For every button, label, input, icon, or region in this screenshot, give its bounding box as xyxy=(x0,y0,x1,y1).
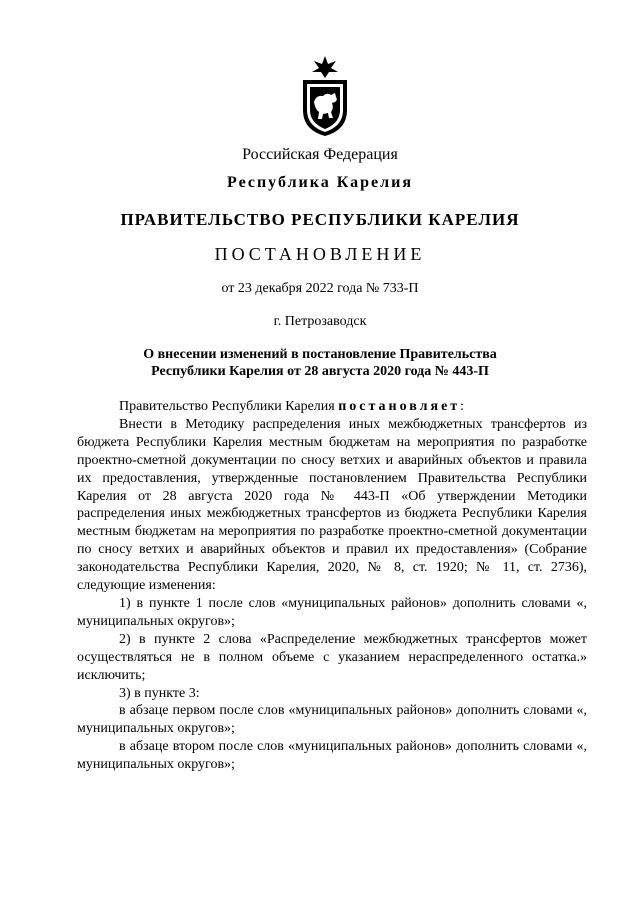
paragraph-main: Внести в Методику распределения иных межбюджетных трансфертов из бюджета Республики Карелия местным бюджетам на мероприятия по разработке проектно-сметной документации по сносу ветхих и аварийных объектов и правила их предоставления, утвержденные постановлением Правительства Республики Карелия от 28 августа 2020 года № 443-П «Об утверждении Методики распределения иных межбюджетных трансфертов из бюджета Республики Карелия местным бюджетам на мероприятия по разработке проектно-сметной документации по сносу ветхих и аварийных объектов и правил их предоставления» (Собрание законодательства Республики Карелия, 2020, № 8, ст. 1920; № 11, ст. 2736), следующие изменения: xyxy=(77,416,587,594)
country-name: Российская Федерация xyxy=(242,146,398,163)
government-name: ПРАВИТЕЛЬСТВО РЕСПУБЛИКИ КАРЕЛИЯ xyxy=(120,210,520,229)
karelia-coat-of-arms-icon xyxy=(298,54,352,138)
list-item-2: 2) в пункте 2 слова «Распределение межбюджетных трансфертов может осуществляться не в полном объеме с указанием нераспределенного остатка.» исключить; xyxy=(77,631,587,683)
list-item-3b: в абзаце втором после слов «муниципальных районов» дополнить словами «, муниципальных округов»; xyxy=(77,739,587,773)
list-item-1: 1) в пункте 1 после слов «муниципальных районов» дополнить словами «, муниципальных округов»; xyxy=(77,595,587,629)
intro-text: Правительство Республики Карелия xyxy=(119,399,339,414)
intro-end: : xyxy=(460,399,465,414)
intro-keyword: постановляет xyxy=(338,399,461,414)
title-line-1: О внесении изменений в постановление Правительства xyxy=(143,347,497,362)
date-number: от 23 декабря 2022 года № 733-П xyxy=(221,281,419,296)
document-body xyxy=(77,398,587,774)
document-title xyxy=(0,346,640,380)
intro-paragraph xyxy=(77,398,587,416)
document-type: ПОСТАНОВЛЕНИЕ xyxy=(214,244,426,264)
list-item-3: 3) в пункте 3: xyxy=(119,685,200,701)
city: г. Петрозаводск xyxy=(273,314,367,329)
title-line-2: Республики Карелия от 28 августа 2020 года № 443-П xyxy=(151,364,489,379)
republic-name: Республика Карелия xyxy=(227,174,413,191)
list-item-3a: в абзаце первом после слов «муниципальных районов» дополнить словами «, муниципальных округов»; xyxy=(77,703,587,737)
